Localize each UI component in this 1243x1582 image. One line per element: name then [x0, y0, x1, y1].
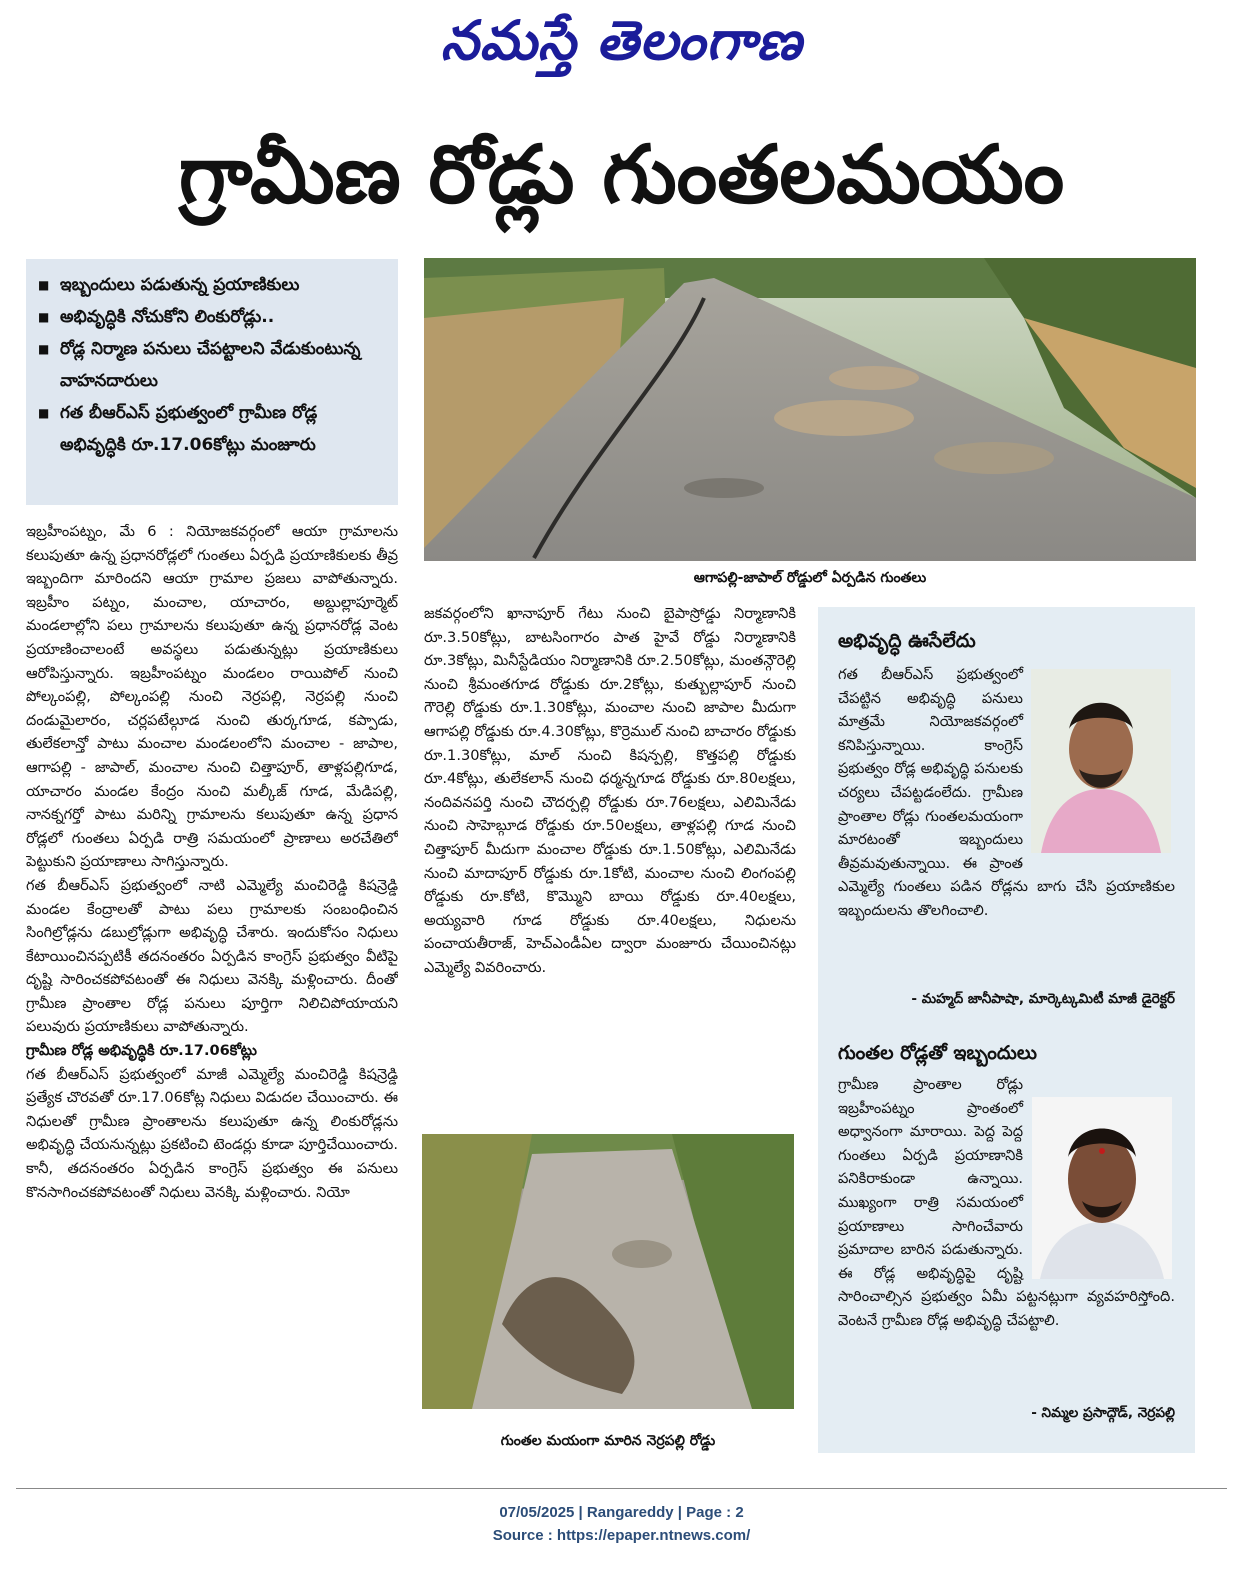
highlight-item: ■ గత బీఆర్ఎస్ ప్రభుత్వంలో గ్రామీణ రోడ్ల అభివృద్ధికి రూ.17.06కోట్లు మంజూరు: [38, 397, 386, 461]
photo-caption-top: ఆగాపల్లి-జాపాల్ రోడ్డులో ఏర్పడిన గుంతలు: [693, 570, 927, 586]
article-paragraph: ఇబ్రహీంపట్నం, మే 6 : నియోజకవర్గంలో ఆయా గ్రామాలను కలుపుతూ ఉన్న ప్రధానరోడ్లలో గుంతలు ఏర్పడి ప్రయాణికులకు తీవ్ర ఇబ్బందిగా మారిందని ఆయా గ్రామాల ప్రజలు వాపోతున్నారు. ఇబ్రహీం పట్నం, మంచాల, యాచారం, అబ్దుల్లాపూర్మెట్ మండలాల్లోని పలు గ్రామాలను కలుపుతూ ఉన్న ప్రధానరోడ్ల వెంట ప్రయాణించాలంటే అవస్థలు పడుతున్నట్లు ప్రయాణికులు ఆరోపిస్తున్నారు. ఇబ్రహీంపట్నం మండలం రాయిపోల్ నుంచి పోల్కంపల్లి, పోల్కంపల్లి నుంచి నెర్రపల్లి, నెర్రపల్లి నుంచి దండుమైలారం, చర్లపటేల్గూడ నుంచి తుర్కగూడ, కప్పాడు, తులేకలాన్తో పాటు మంచాల మండలంలోని మంచాల - జాపాల, ఆగాపల్లి - జాపాల్, మంచాల నుంచి చిత్తాపూర్, తాళ్లపల్లిగూడ, యాచారం మండల కేంద్రం నుంచి మల్కీజ్ గూడ, మేడిపల్లి, నానక్నగర్తో పాటు మరిన్ని గ్రామాలను కలుపుతూ ఉన్న ప్రధాన రోడ్లలో గుంతలు ఏర్పడి రాత్రి సమయంలో ప్రాణాలు అరచేతిలో పెట్టుకుని ప్రయాణాలు సాగిస్తున్నారు.: [26, 523, 398, 871]
highlight-item: ■ ఇబ్బందులు పడుతున్న ప్రయాణికులు: [38, 269, 386, 301]
bullet-square-icon: ■: [38, 278, 50, 292]
article-paragraph: గత బీఆర్ఎస్ ప్రభుత్వంలో నాటి ఎమ్మెల్యే మంచిరెడ్డి కిషన్రెడ్డి మండల కేంద్రాలతో పాటు పలు గ్రామాలకు సంబంధించిన సింగిల్రోడ్లను డబుల్రోడ్లుగా అభివృద్ధి చేశారు. ఇందుకోసం నిధులు కేటాయించినప్పటికీ తదనంతరం ఏర్పడిన కాంగ్రెస్ ప్రభుత్వం వీటిపై దృష్టి సారించకపోవటంతో ఈ నిధులు వెనక్కి మళ్లించారు. దీంతో గ్రామీణ ప్రాంతాల రోడ్ల పనులు పూర్తిగా నిలిచిపోయాయని పలువురు ప్రయాణికులు వాపోతున్నారు.: [26, 876, 398, 1036]
bullet-square-icon: ■: [38, 342, 50, 356]
article-paragraph: జకవర్గంలోని ఖానాపూర్ గేటు నుంచి బైపాస్రోడ్డు నిర్మాణానికి రూ.3.50కోట్లు, బాటసింగారం పాత హైవే రోడ్డు నిర్మాణానికి రూ.3కోట్లు, మినీస్టేడియం నిర్మాణానికి రూ.2.50కోట్లు, మంతన్గౌరెల్లి నుంచి శ్రీమంతగూడ రోడ్డుకు రూ.2కోట్లు, కుత్బుల్లాపూర్ నుంచి గౌరెల్లి రోడ్డుకు రూ.1.30కోట్లు, మంచాల నుంచి జాపాల మీదుగా ఆగాపల్లి రోడ్డుకు రూ.4.30కోట్లు, కొర్రెముల్ నుంచి బాచారం రోడ్డుకు రూ.1.30కోట్లు, మాల్ నుంచి కిషన్పల్లి, కొత్తపల్లి రోడ్డుకు రూ.4కోట్లు, తులేకలాన్ నుంచి ధర్మన్నగూడ రోడ్డుకు రూ.80లక్షలు, నందివనపర్తి నుంచి చౌదర్పల్లి రోడ్డుకు రూ.76లక్షలు, ఎలిమినేడు నుంచి సాహెబ్గూడ రోడ్డుకు రూ.50లక్షలు, తాళ్లపల్లి గూడ నుంచి చిత్తాపూర్ మీదుగా మంచాల రోడ్డుకు రూ.1.50కోట్లు, ఎలిమినేడు నుంచి మాదాపూర్ రోడ్డుకు రూ.1కోటి, మంచాల నుంచి లింగంపల్లి రోడ్డుకు రూ.కోటి, కొమ్మొని బాయి రోడ్డుకు రూ.40లక్షలు, అయ్యవారి గూడ రోడ్డుకు రూ.40లక్షలు, నిధులను పంచాయతీరాజ్, హెచ్ఎండీఏల ద్వారా మంజూరు చేయించినట్లు ఎమ్మెల్యే వివరించారు.: [424, 605, 796, 976]
article-paragraph: గత బీఆర్ఎస్ ప్రభుత్వంలో మాజీ ఎమ్మెల్యే మంచిరెడ్డి కిషన్రెడ్డి ప్రత్యేక చొరవతో రూ.17.06కోట్ల నిధులు విడుదల చేయించారు. ఈ నిధులతో గ్రామీణ ప్రాంతాలను కలుపుతూ ఉన్న లింకురోడ్లను అభివృద్ధి చేయనున్నట్లు ప్రకటించి టెండర్లు కూడా పూర్తిచేయించారు. కానీ, తదనంతరం ఏర్పడిన కాంగ్రెస్ ప్రభుత్వం ఈ పనులు కొనసాగించకపోవటంతో నిధులు వెనక్కి మళ్లించారు. నియో: [26, 1065, 398, 1201]
footer-date-edition: 07/05/2025 | Rangareddy | Page : 2: [499, 1504, 744, 1521]
masthead-logo: నమస్తే తెలంగాణ: [440, 8, 803, 72]
road-photo-bottom-image: [422, 1134, 794, 1409]
article-subhead: గ్రామీణ రోడ్ల అభివృద్ధికి రూ.17.06కోట్లు: [26, 1042, 257, 1060]
road-photo-top-image: [424, 258, 1196, 561]
headline: గ్రామీణ రోడ్లు గుంతలమయం: [178, 128, 1065, 221]
bullet-square-icon: ■: [38, 310, 50, 324]
quote-signature-1: - మహ్మద్ జానీపాషా, మార్కెట్కమిటీ మాజీ డైరెక్టర్: [911, 991, 1175, 1007]
article-column-1: [26, 520, 398, 1455]
quote-title-1: అభివృద్ధి ఊసేలేదు: [838, 630, 976, 652]
quote-text-2: గ్రామీణ ప్రాంతాల రోడ్లు ఇబ్రహీంపట్నం ప్రాంతంలో అధ్వానంగా మారాయి. పెద్ద పెద్ద గుంతలు ఏర్పడి ప్రయాణానికి పనికిరాకుండా ఉన్నాయి. ముఖ్యంగా రాత్రి సమయంలో ప్రయాణాలు సాగించేవారు ప్రమాదాల బారిన పడుతున్నారు. ఈ రోడ్ల అభివృద్ధిపై దృష్టి సారించాల్సిన ప్రభుత్వం ఏమీ పట్టనట్లుగా వ్యవహరిస్తోంది. వెంటనే గ్రామీణ రోడ్ల అభివృద్ధి చేపట్టాలి.: [838, 1076, 1175, 1329]
sidebar-quotes: [818, 607, 1195, 1453]
bullet-square-icon: ■: [38, 406, 50, 420]
footer-divider: [16, 1488, 1227, 1489]
footer-source: Source : https://epaper.ntnews.com/: [492, 1527, 751, 1544]
photo-caption-bottom: గుంతల మయంగా మారిన నెర్రపల్లి రోడ్డు: [500, 1433, 716, 1449]
highlights-box: [26, 259, 398, 505]
road-photo-top: [424, 258, 1196, 561]
quote-text-1: గత బీఆర్ఎస్ ప్రభుత్వంలో చేపట్టిన అభివృద్ధి పనులు మాత్రమే నియోజకవర్గంలో కనిపిస్తున్నాయి. కాంగ్రెస్ ప్రభుత్వం రోడ్ల అభివృద్ధి పనులకు చర్యలు చేపట్టడంలేదు. గ్రామీణ ప్రాంతాల రోడ్లు గుంతలమయంగా మారటంతో ఇబ్బందులు తీవ్రమవుతున్నాయి. ఈ ప్రాంత ఎమ్మెల్యే గుంతలు పడిన రోడ్లను బాగు చేసి ప్రయాణికుల ఇబ్బందులను తొలగించాలి.: [838, 666, 1175, 919]
road-photo-bottom: [422, 1134, 794, 1409]
quote-title-2: గుంతల రోడ్లతో ఇబ్బందులు: [838, 1042, 1037, 1064]
quote-signature-2: - నిమ్మల ప్రసాద్గౌడ్, నెర్రపల్లి: [1031, 1405, 1175, 1421]
highlight-item: ■ అభివృద్ధికి నోచుకోని లింకురోడ్లు..: [38, 301, 386, 333]
highlight-item: ■ రోడ్ల నిర్మాణ పనులు చేపట్టాలని వేడుకుంటున్న వాహనదారులు: [38, 333, 386, 397]
article-column-2: [424, 602, 796, 1122]
